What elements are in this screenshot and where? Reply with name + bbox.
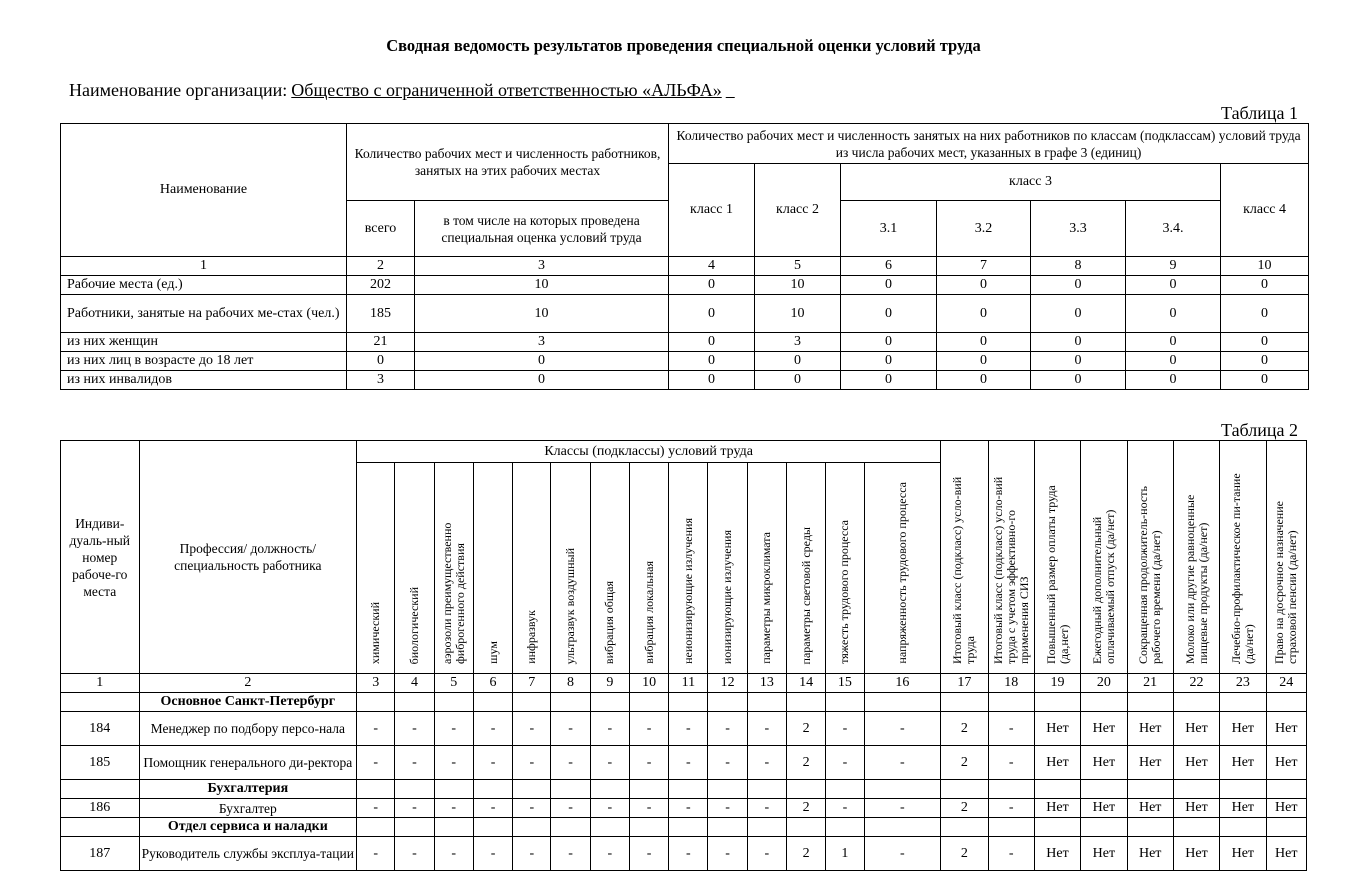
header-count: Количество рабочих мест и численность работников, занятых на этих рабочих местах: [347, 124, 669, 201]
cell: -: [669, 746, 708, 780]
cell: Нет: [1220, 746, 1266, 780]
col-number: 5: [755, 257, 841, 276]
cell: Нет: [1220, 799, 1266, 818]
cell: -: [395, 746, 434, 780]
header-factor-4: [473, 463, 512, 674]
row-value: 0: [1221, 352, 1309, 371]
cell: -: [434, 799, 473, 818]
row-label: из них женщин: [61, 333, 347, 352]
header-right-label: Итоговый класс (подкласс) усло-вий труда с учетом эффективно-го применения СИЗ: [990, 476, 1031, 664]
col-number: 4: [395, 674, 434, 693]
table-row: [61, 746, 1307, 780]
row-value: 0: [347, 352, 415, 371]
row-value: 0: [1126, 295, 1221, 333]
cell: Нет: [1034, 799, 1080, 818]
cell: -: [551, 837, 590, 871]
row-value: 0: [755, 371, 841, 390]
header-3-2: 3.2: [937, 201, 1031, 257]
cell: -: [551, 799, 590, 818]
summary-row: [61, 333, 1309, 352]
cell: Нет: [1081, 837, 1127, 871]
row-value: 0: [1126, 333, 1221, 352]
cell: -: [708, 799, 747, 818]
header-factor-label: вибрация общая: [602, 580, 617, 664]
col-number: 21: [1127, 674, 1173, 693]
row-value: 0: [937, 276, 1031, 295]
header-class4: класс 4: [1221, 164, 1309, 257]
cell: -: [826, 712, 864, 746]
header-3-1: 3.1: [841, 201, 937, 257]
cell: -: [395, 799, 434, 818]
header-work-classes: Классы (подклассы) условий труда: [357, 441, 941, 463]
cell: Нет: [1220, 837, 1266, 871]
row-value: 0: [841, 333, 937, 352]
row-value: 0: [1221, 295, 1309, 333]
workplace-id: 187: [61, 837, 140, 871]
table-row: [61, 712, 1307, 746]
cell: -: [864, 712, 941, 746]
header-right-6: [1173, 441, 1219, 674]
cell: -: [988, 837, 1034, 871]
header-total: всего: [347, 201, 415, 257]
cell: -: [357, 712, 395, 746]
header-factor-label: неионизирующие излучения: [680, 518, 695, 664]
header-factor-label: тяжесть трудового процесса: [837, 520, 852, 664]
row-value: 0: [415, 352, 669, 371]
header-right-label: Ежегодный дополнительный оплачиваемый отпуск (да/нет): [1089, 509, 1117, 664]
cell: -: [590, 746, 629, 780]
cell: -: [513, 746, 551, 780]
row-value: 0: [755, 352, 841, 371]
row-value: 0: [1221, 371, 1309, 390]
header-right-label: Итоговый класс (подкласс) усло-вий труда: [950, 476, 978, 664]
cell: -: [357, 746, 395, 780]
header-profession: Профессия/ должность/ специальность работника: [139, 441, 357, 674]
section-name: Основное Санкт-Петербург: [139, 693, 357, 712]
cell: -: [395, 712, 434, 746]
cell: -: [988, 712, 1034, 746]
col-number: 16: [864, 674, 941, 693]
col-number: 22: [1173, 674, 1219, 693]
cell: Нет: [1127, 746, 1173, 780]
header-class2: класс 2: [755, 164, 841, 257]
row-value: 0: [1031, 276, 1126, 295]
header-right-label: Повышенный размер оплаты труда (да,нет): [1043, 485, 1071, 664]
cell: -: [513, 712, 551, 746]
section-name: Бухгалтерия: [139, 780, 357, 799]
cell: -: [590, 837, 629, 871]
header-factor-14: [864, 463, 941, 674]
cell: Нет: [1034, 746, 1080, 780]
row-value: 0: [1126, 371, 1221, 390]
cell: -: [629, 712, 668, 746]
col-number: 10: [1221, 257, 1309, 276]
column-numbers-row: [61, 674, 1307, 693]
cell: -: [590, 799, 629, 818]
cell: -: [357, 799, 395, 818]
workplace-id: 185: [61, 746, 140, 780]
section-row: [61, 780, 1307, 799]
header-right-label: Молоко или другие равноценные пищевые продукты (да/нет): [1182, 494, 1210, 664]
row-label: Работники, занятые на рабочих ме-стах (чел.): [61, 295, 347, 333]
row-value: 0: [1031, 371, 1126, 390]
row-value: 0: [1221, 276, 1309, 295]
header-name: Наименование: [61, 124, 347, 257]
cell: Нет: [1127, 799, 1173, 818]
header-right-2: [988, 441, 1034, 674]
summary-table: [60, 123, 1309, 390]
header-factor-label: шум: [485, 641, 500, 664]
col-number: 17: [941, 674, 988, 693]
cell: -: [747, 837, 786, 871]
header-factor-8: [629, 463, 668, 674]
cell: -: [864, 837, 941, 871]
header-factor-7: [590, 463, 629, 674]
profession: Менеджер по подбору персо-нала: [139, 712, 357, 746]
col-number: 4: [669, 257, 755, 276]
cell: -: [864, 746, 941, 780]
cell: -: [551, 712, 590, 746]
organization-label: Наименование организации:: [69, 80, 288, 100]
row-value: 202: [347, 276, 415, 295]
cell: 2: [941, 712, 988, 746]
table-row: [61, 799, 1307, 818]
row-value: 0: [669, 352, 755, 371]
row-value: 0: [1031, 333, 1126, 352]
section-row: [61, 818, 1307, 837]
cell: -: [473, 746, 512, 780]
cell: -: [669, 712, 708, 746]
cell: Нет: [1173, 712, 1219, 746]
cell: -: [473, 837, 512, 871]
table-row: [61, 837, 1307, 871]
organization-line: [69, 80, 735, 101]
cell: -: [357, 837, 395, 871]
header-factor-2: [395, 463, 434, 674]
header-right-3: [1034, 441, 1080, 674]
header-right-5: [1127, 441, 1173, 674]
row-value: 0: [669, 371, 755, 390]
header-factor-12: [787, 463, 826, 674]
row-value: 185: [347, 295, 415, 333]
col-number: 7: [513, 674, 551, 693]
header-factor-label: параметры микроклимата: [759, 532, 774, 664]
row-value: 0: [841, 276, 937, 295]
header-factor-label: вибрация локальная: [641, 561, 656, 664]
header-class3: класс 3: [841, 164, 1221, 201]
cell: -: [434, 837, 473, 871]
cell: 2: [941, 746, 988, 780]
header-right-label: Лечебно-профилактическое пи-тание (да/нет): [1228, 473, 1256, 664]
cell: -: [473, 799, 512, 818]
section-row: [61, 693, 1307, 712]
cell: 1: [826, 837, 864, 871]
row-value: 0: [937, 371, 1031, 390]
cell: -: [988, 746, 1034, 780]
cell: 2: [787, 799, 826, 818]
cell: 2: [787, 712, 826, 746]
col-number: 6: [841, 257, 937, 276]
col-number: 13: [747, 674, 786, 693]
profession: Помощник генерального ди-ректора: [139, 746, 357, 780]
cell: Нет: [1127, 712, 1173, 746]
row-value: 0: [937, 333, 1031, 352]
header-factor-9: [669, 463, 708, 674]
col-number: 19: [1034, 674, 1080, 693]
col-number: 6: [473, 674, 512, 693]
cell: -: [513, 837, 551, 871]
row-value: 0: [415, 371, 669, 390]
cell: Нет: [1266, 837, 1307, 871]
col-number: 7: [937, 257, 1031, 276]
row-value: 10: [415, 276, 669, 295]
col-number: 10: [629, 674, 668, 693]
row-value: 0: [1126, 276, 1221, 295]
header-factor-label: аэрозоли преимущественно фиброгенного действия: [439, 522, 467, 664]
row-value: 3: [755, 333, 841, 352]
col-number: 8: [551, 674, 590, 693]
header-factor-6: [551, 463, 590, 674]
section-name: Отдел сервиса и наладки: [139, 818, 357, 837]
header-factor-5: [513, 463, 551, 674]
header-right-8: [1266, 441, 1307, 674]
cell: -: [434, 746, 473, 780]
cell: -: [669, 837, 708, 871]
cell: -: [708, 712, 747, 746]
cell: -: [669, 799, 708, 818]
header-workplace-id: Индиви-дуаль-ный номер рабоче-го места: [61, 441, 140, 674]
row-value: 0: [1031, 295, 1126, 333]
row-value: 0: [1126, 352, 1221, 371]
row-value: 0: [1221, 333, 1309, 352]
cell: Нет: [1127, 837, 1173, 871]
cell: Нет: [1081, 712, 1127, 746]
cell: Нет: [1034, 712, 1080, 746]
cell: -: [473, 712, 512, 746]
header-factor-label: ультразвук воздушный: [563, 547, 578, 664]
profession: Руководитель службы эксплуа-тации: [139, 837, 357, 871]
workplace-id: 184: [61, 712, 140, 746]
cell: -: [629, 799, 668, 818]
header-right-label: Сокращенная продолжитель-ность рабочего времени (да/нет): [1136, 486, 1164, 664]
cell: Нет: [1220, 712, 1266, 746]
col-number: 2: [139, 674, 357, 693]
col-number: 11: [669, 674, 708, 693]
cell: -: [747, 746, 786, 780]
header-factor-3: [434, 463, 473, 674]
cell: -: [747, 712, 786, 746]
header-right-4: [1081, 441, 1127, 674]
header-factor-label: химический: [368, 601, 383, 664]
header-factor-13: [826, 463, 864, 674]
row-label: из них инвалидов: [61, 371, 347, 390]
header-right-1: [941, 441, 988, 674]
col-number: 23: [1220, 674, 1266, 693]
header-3-3: 3.3: [1031, 201, 1126, 257]
header-factor-1: [357, 463, 395, 674]
cell: -: [629, 746, 668, 780]
cell: Нет: [1266, 746, 1307, 780]
row-value: 0: [937, 352, 1031, 371]
cell: -: [708, 837, 747, 871]
cell: 2: [787, 837, 826, 871]
table2-caption: Таблица 2: [1221, 420, 1298, 440]
row-value: 3: [415, 333, 669, 352]
cell: -: [590, 712, 629, 746]
header-factor-label: биологический: [406, 586, 421, 664]
row-value: 0: [841, 295, 937, 333]
row-value: 0: [1031, 352, 1126, 371]
header-factor-11: [747, 463, 786, 674]
header-factor-label: инфразвук: [524, 610, 539, 664]
col-number: 12: [708, 674, 747, 693]
row-label: из них лиц в возрасте до 18 лет: [61, 352, 347, 371]
row-value: 0: [937, 295, 1031, 333]
header-3-4: 3.4.: [1126, 201, 1221, 257]
cell: Нет: [1173, 837, 1219, 871]
cell: -: [988, 799, 1034, 818]
col-number: 9: [590, 674, 629, 693]
col-number: 24: [1266, 674, 1307, 693]
table1-caption: Таблица 1: [1221, 103, 1298, 123]
cell: Нет: [1034, 837, 1080, 871]
header-class1: класс 1: [669, 164, 755, 257]
cell: -: [747, 799, 786, 818]
cell: -: [826, 746, 864, 780]
cell: Нет: [1081, 746, 1127, 780]
summary-row: [61, 276, 1309, 295]
row-value: 3: [347, 371, 415, 390]
col-number: 3: [357, 674, 395, 693]
column-numbers-row: [61, 257, 1309, 276]
header-assessed: в том числе на которых проведена специальная оценка условий труда: [415, 201, 669, 257]
row-label: Рабочие места (ед.): [61, 276, 347, 295]
cell: 2: [787, 746, 826, 780]
col-number: 5: [434, 674, 473, 693]
row-value: 0: [841, 371, 937, 390]
col-number: 20: [1081, 674, 1127, 693]
cell: Нет: [1173, 746, 1219, 780]
summary-row: [61, 295, 1309, 333]
header-right-7: [1220, 441, 1266, 674]
cell: -: [434, 712, 473, 746]
col-number: 2: [347, 257, 415, 276]
header-factor-label: напряженность трудового процесса: [894, 482, 909, 664]
col-number: 3: [415, 257, 669, 276]
cell: -: [395, 837, 434, 871]
cell: 2: [941, 799, 988, 818]
workplace-id: 186: [61, 799, 140, 818]
cell: Нет: [1081, 799, 1127, 818]
profession: Бухгалтер: [139, 799, 357, 818]
cell: -: [629, 837, 668, 871]
header-right-label: Право на досрочное назначение страховой пенсии (да/нет): [1272, 501, 1300, 664]
organization-name: Общество с ограниченной ответственностью «АЛЬФА»: [291, 80, 722, 100]
col-number: 1: [61, 674, 140, 693]
cell: -: [864, 799, 941, 818]
header-factor-label: ионизирующие излучения: [720, 529, 735, 664]
cell: Нет: [1266, 799, 1307, 818]
workplaces-table: [60, 440, 1307, 871]
row-value: 21: [347, 333, 415, 352]
col-number: 14: [787, 674, 826, 693]
header-factor-label: параметры световой среды: [798, 526, 813, 664]
col-number: 8: [1031, 257, 1126, 276]
cell: -: [826, 799, 864, 818]
row-value: 10: [415, 295, 669, 333]
cell: -: [551, 746, 590, 780]
cell: 2: [941, 837, 988, 871]
cell: Нет: [1173, 799, 1219, 818]
summary-row: [61, 352, 1309, 371]
row-value: 0: [669, 295, 755, 333]
row-value: 0: [669, 276, 755, 295]
cell: -: [708, 746, 747, 780]
col-number: 18: [988, 674, 1034, 693]
header-classes: Количество рабочих мест и численность занятых на них работников по классам (подклассам) условий труда из числа рабочих мест, указанных в графе 3 (единиц): [669, 124, 1309, 164]
row-value: 10: [755, 295, 841, 333]
col-number: 15: [826, 674, 864, 693]
row-value: 0: [841, 352, 937, 371]
summary-row: [61, 371, 1309, 390]
cell: -: [513, 799, 551, 818]
page-title: Сводная ведомость результатов проведения специальной оценки условий труда: [386, 36, 981, 55]
row-value: 0: [669, 333, 755, 352]
col-number: 9: [1126, 257, 1221, 276]
col-number: 1: [61, 257, 347, 276]
cell: Нет: [1266, 712, 1307, 746]
header-factor-10: [708, 463, 747, 674]
row-value: 10: [755, 276, 841, 295]
